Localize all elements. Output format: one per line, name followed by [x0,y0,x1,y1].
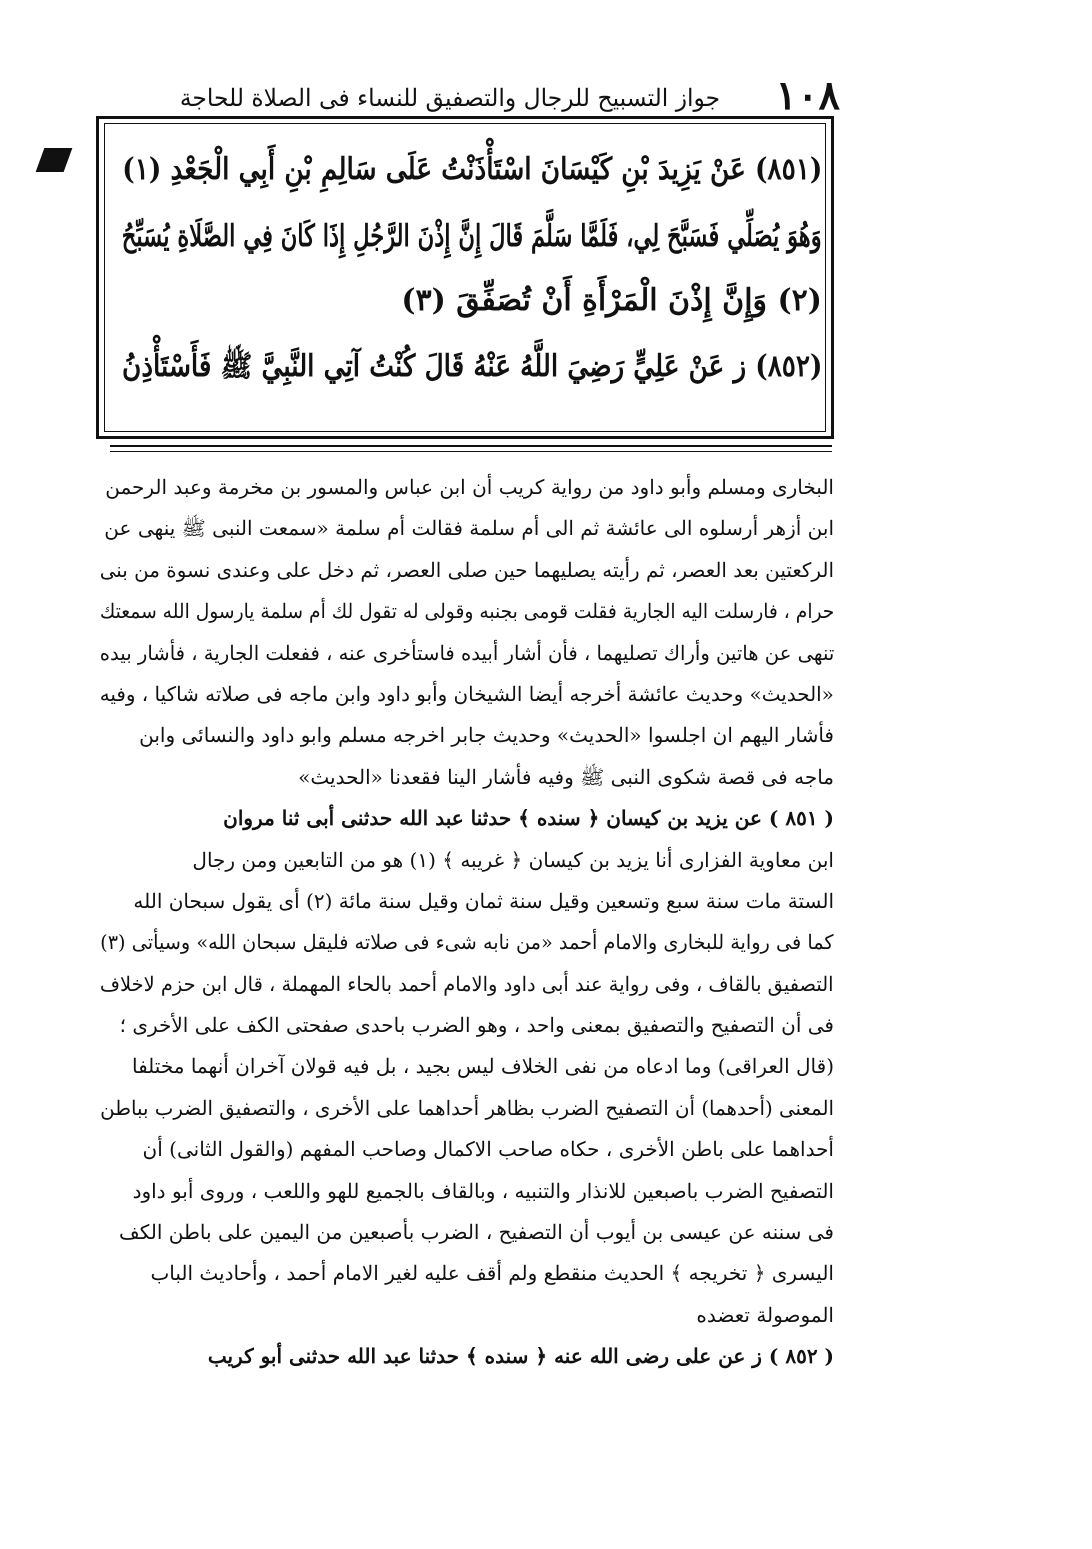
commentary-line: الستة مات سنة سبع وتسعين وقيل سنة ثمان وقيل سنة مائة (٢) أى يقول سبحان الله [133,888,834,913]
commentary-block [96,467,834,1378]
page-header [160,72,840,120]
hadith-line-4: (٨٥٢) ز عَنْ عَلِيٍّ رَضِيَ اللَّهُ عَنْهُ قَالَ كُنْتُ آتِي النَّبِيَّ ﷺ فَأَسْتَأْذِنُ [121,349,822,384]
commentary-line: (قال العراقى) وما ادعاه من نفى الخلاف ليس بجيد ، بل فيه قولان آخران أنهما مختلفا [131,1054,834,1079]
commentary-line: فى سننه عن عيسى بن أيوب أن التصفيح ، الضرب بأصبعين من اليمين على باطن الكف [119,1220,834,1245]
commentary-line: ابن معاوية الفزارى أنا يزيد بن كيسان ﴿ غريبه ﴾ (١) هو من التابعين ومن رجال [192,847,834,872]
commentary-line: فى أن التصفيح والتصفيق بمعنى واحد ، وهو الضرب باحدى صفحتى الكف على الأخرى ؛ [119,1013,834,1038]
running-title: جواز التسبيح للرجال والتصفيق للنساء فى الصلاة للحاجة [179,84,720,112]
commentary-line: الركعتين بعد العصر، ثم رأيته يصليهما حين صلى العصر، ثم دخل على وعندى نسوة من بنى [99,557,834,582]
commentary-line: اليسرى ﴿ تخريجه ﴾ الحديث منقطع ولم أقف عليه لغير الامام أحمد ، وأحاديث الباب [150,1261,834,1286]
commentary-line: التصفيح الضرب باصبعين للانذار والتنبيه ، وبالقاف بالجميع للهو واللعب ، وروى أبو داود [132,1178,834,1203]
commentary-line: كما فى رواية للبخارى والامام أحمد «من نابه شىء فى صلاته فليقل سبحان الله» وسيأتى (٣) [100,930,834,955]
commentary-line: ماجه فى قصة شكوى النبى ﷺ وفيه فأشار الينا فقعدنا «الحديث» [298,764,834,789]
separator-line [110,445,832,447]
commentary-line: المعنى (أحدهما) أن التصفيح الضرب بظاهر أحداهما على الأخرى ، والتصفيق الضرب بباطن [100,1095,834,1120]
commentary-line-hadith-851: ( ٨٥١ ) عن يزيد بن كيسان ﴿ سنده ﴾ حدثنا عبد الله حدثنى أبى ثنا مروان [223,806,834,831]
commentary-line: تنهى عن هاتين وأراك تصليهما ، فأن أشار أبيده فاستأخرى عنه ، ففعلت الجارية ، فأشار بيده [99,640,834,665]
page-number: ١٠٨ [775,72,840,119]
hadith-line-3: (٢) وَإِنَّ إِذْنَ الْمَرْأَةِ أَنْ تُصَفِّقَ (٣) [401,283,822,318]
hadith-line-1: (٨٥١) عَنْ يَزِيدَ بْنِ كَيْسَانَ اسْتَأْذَنْتُ عَلَى سَالِمِ بْنِ أَبِي الْجَعْدِ (١) [121,152,822,187]
commentary-line: أحداهما على باطن الأخرى ، حكاه صاحب الاكمال وصاحب المفهم (والقول الثانى) أن [142,1137,834,1162]
commentary-line: حرام ، فارسلت اليه الجارية فقلت قومى بجنبه وقولى له تقول لك أم سلمة يارسول الله سمعتك [99,599,834,624]
hadith-line-2: وَهُوَ يُصَلِّي فَسَبَّحَ لِي، فَلَمَّا سَلَّمَ قَالَ إِنَّ إِذْنَ الرَّجُلِ إِذَا كَانَ فِي الصَّلَاةِ يُسَبِّحُ [122,219,822,254]
commentary-line: البخارى ومسلم وأبو داود من رواية كريب أن ابن عباس والمسور بن مخرمة وعبد الرحمن [105,475,834,499]
commentary-line: «الحديث» وحديث عائشة أخرجه أيضا الشيخان وأبو داود وابن ماجه فى صلاته شاكيا ، وفيه [99,681,834,706]
separator-line-thin [110,451,832,452]
commentary-line-hadith-852: ( ٨٥٢ ) ز عن على رضى الله عنه ﴿ سنده ﴾ حدثنا عبد الله حدثنى أبو كريب [207,1344,834,1369]
commentary-line: ابن أزهر أرسلوه الى عائشة ثم الى أم سلمة فقالت أم سلمة «سمعت النبى ﷺ ينهى عن [104,516,834,541]
commentary-line: التصفيق بالقاف ، وفى رواية عند أبى داود والامام أحمد بالحاء المهملة ، قال ابن حزم لاخلاف [100,971,834,996]
commentary-line: فأشار اليهم ان اجلسوا «الحديث» وحديث جابر اخرجه مسلم وابو داود والنسائى وابن [139,723,834,748]
commentary-line: الموصولة تعضده [696,1302,834,1327]
